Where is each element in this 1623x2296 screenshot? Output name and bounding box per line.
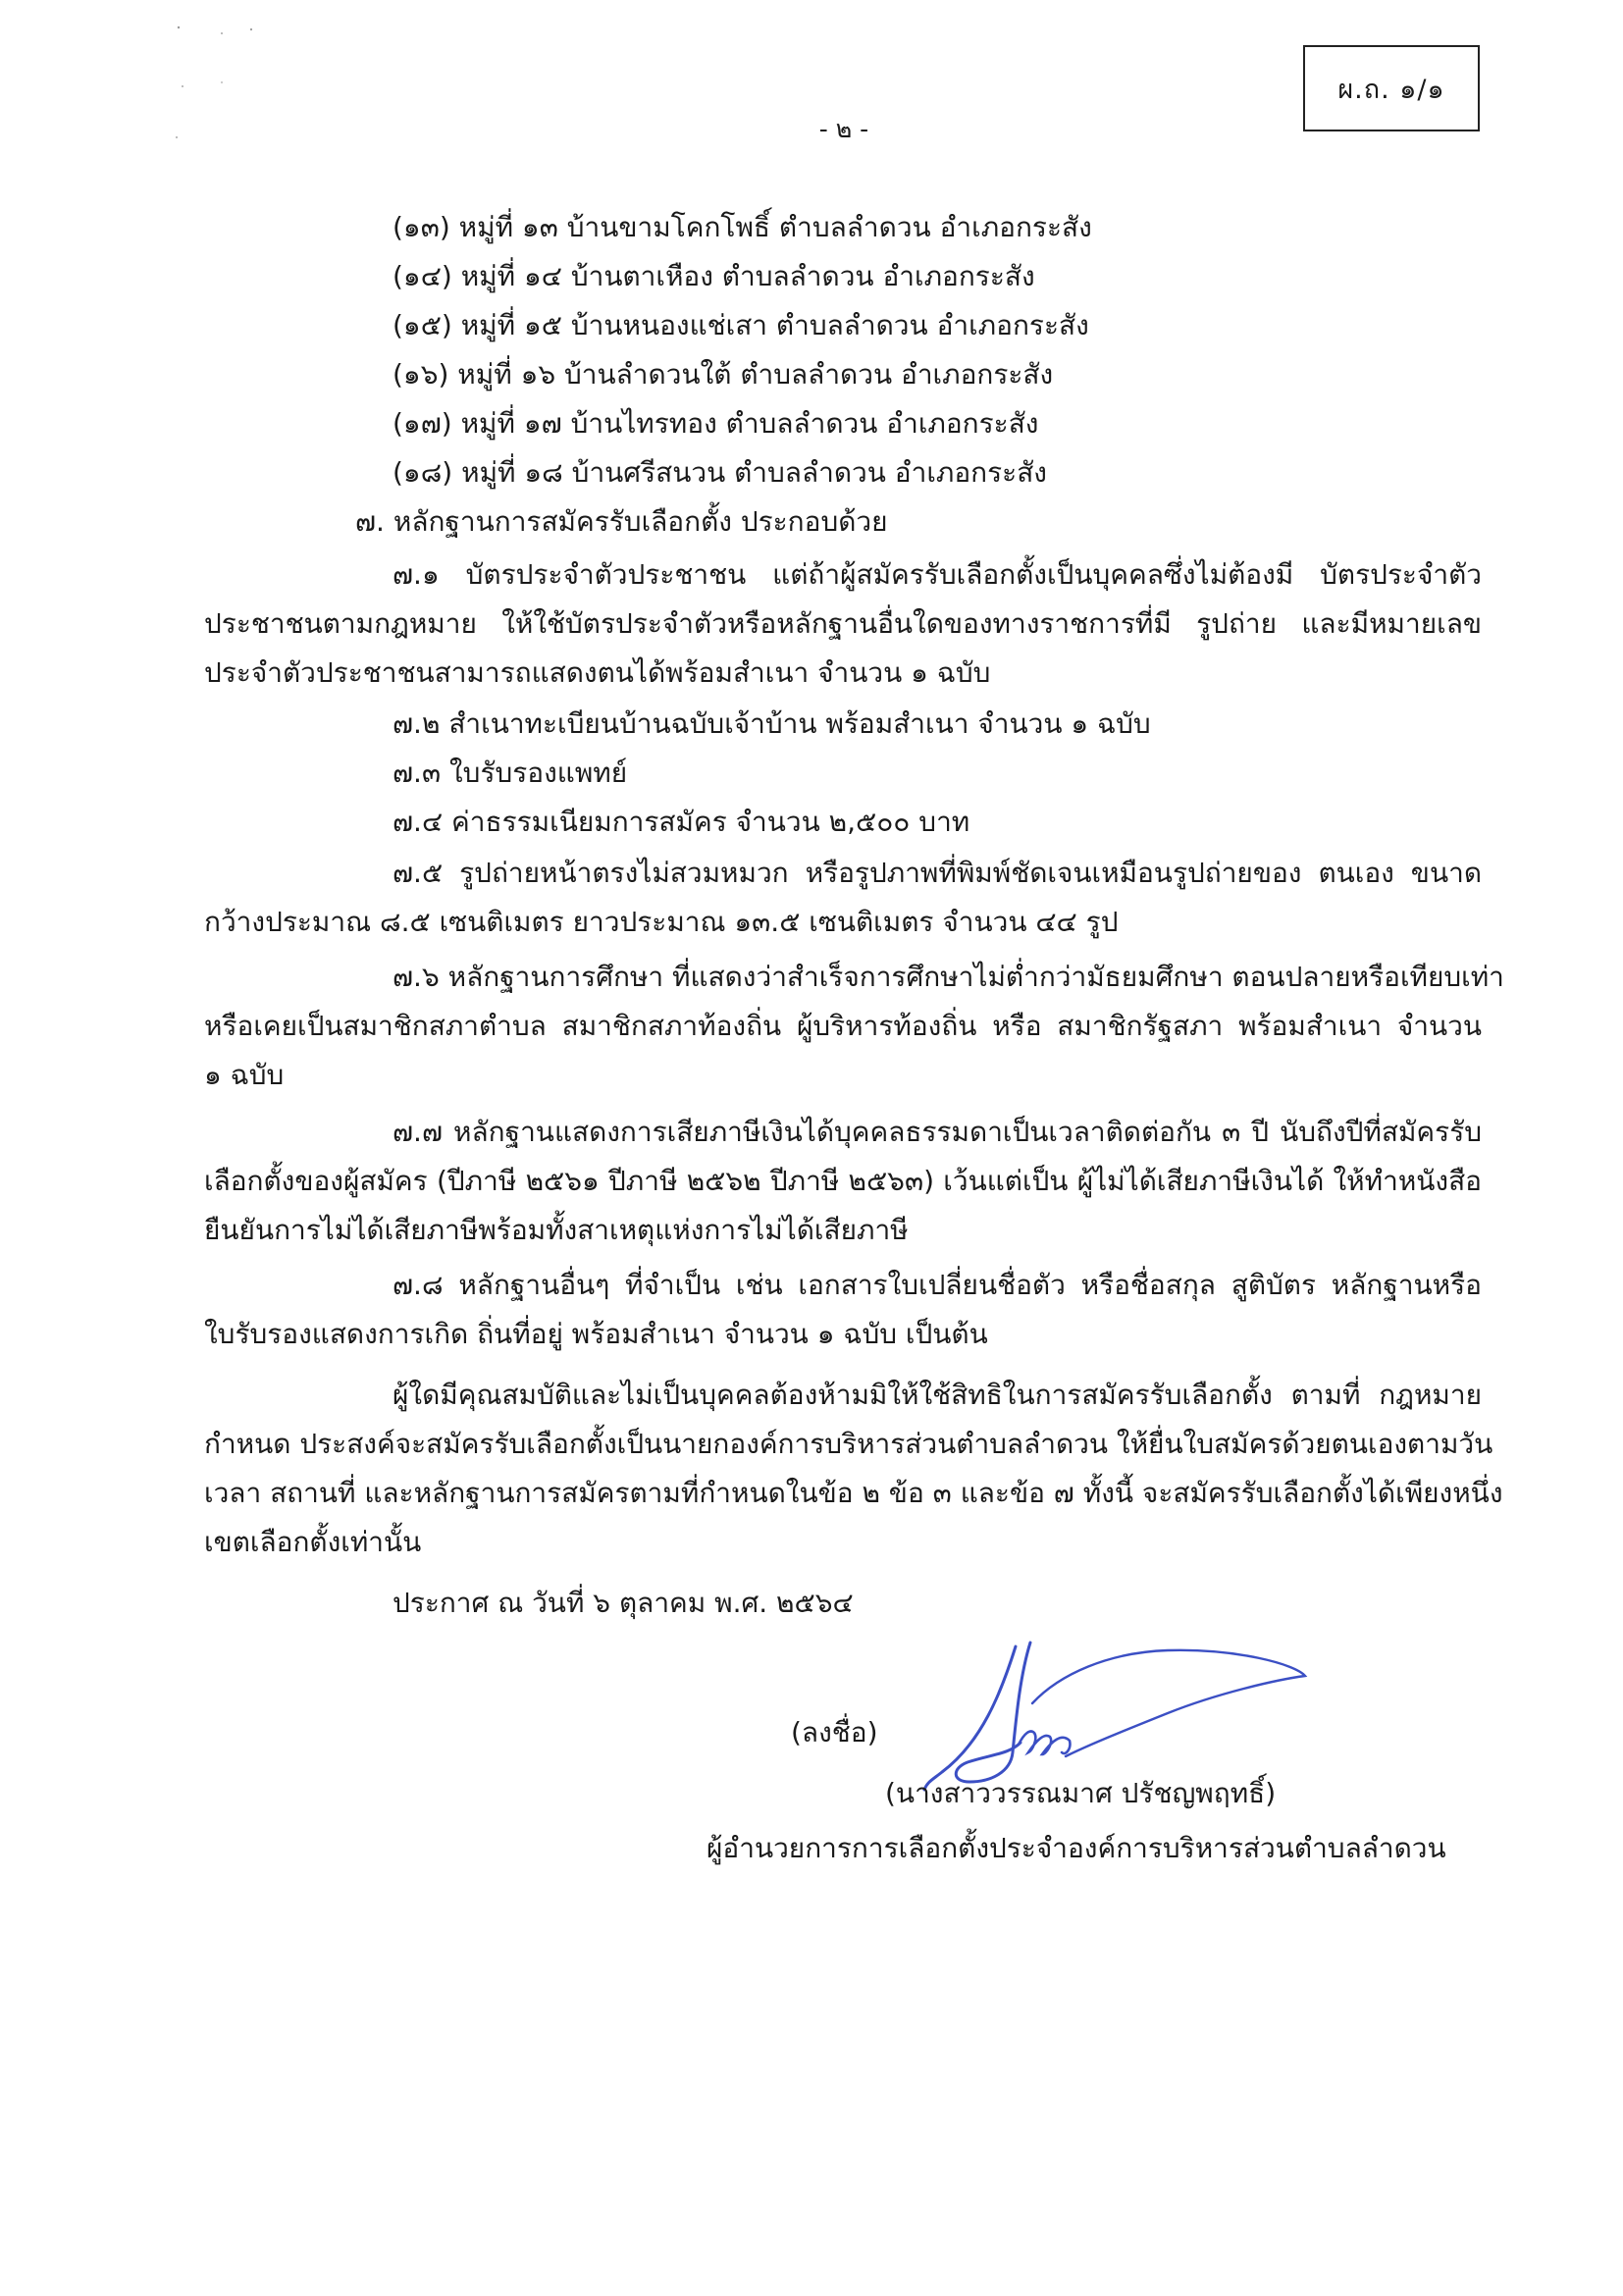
list-item: ๗.๔ ค่าธรรมเนียมการสมัคร จำนวน ๒,๕๐๐ บาท <box>393 806 970 838</box>
village-item: (๑๔) หมู่ที่ ๑๔ บ้านตาเหือง ตำบลลำดวน อำเภอกระสัง <box>393 260 1035 292</box>
scan-artifacts <box>0 0 294 196</box>
paragraph-line: ๗.๑ บัตรประจำตัวประชาชน แต่ถ้าผู้สมัครรับเลือกตั้งเป็นบุคคลซึ่งไม่ต้องมี บัตรประจำตัว <box>393 558 1482 591</box>
village-item: (๑๕) หมู่ที่ ๑๕ บ้านหนองแช่เสา ตำบลลำดวน อำเภอกระสัง <box>393 309 1089 341</box>
paragraph-line: เขตเลือกตั้งเท่านั้น <box>204 1526 422 1558</box>
village-item: (๑๓) หมู่ที่ ๑๓ บ้านขามโคกโพธิ์ ตำบลลำดวน อำเภอกระสัง <box>393 211 1092 243</box>
village-item: (๑๘) หมู่ที่ ๑๘ บ้านศรีสนวน ตำบลลำดวน อำเภอกระสัง <box>393 456 1047 489</box>
paragraph-line: ใบรับรองแสดงการเกิด ถิ่นที่อยู่ พร้อมสำเนา จำนวน ๑ ฉบับ เป็นต้น <box>204 1318 988 1350</box>
list-item: ๗.๒ สำเนาทะเบียนบ้านฉบับเจ้าบ้าน พร้อมสำเนา จำนวน ๑ ฉบับ <box>393 707 1151 740</box>
village-item: (๑๗) หมู่ที่ ๑๗ บ้านไทรทอง ตำบลลำดวน อำเภอกระสัง <box>393 407 1039 440</box>
section-heading: ๗. หลักฐานการสมัครรับเลือกตั้ง ประกอบด้วย <box>355 505 888 538</box>
paragraph-line: ๗.๗ หลักฐานแสดงการเสียภาษีเงินได้บุคคลธรรมดาเป็นเวลาติดต่อกัน ๓ ปี นับถึงปีที่สมัครรับ <box>393 1116 1482 1148</box>
village-item: (๑๖) หมู่ที่ ๑๖ บ้านลำดวนใต้ ตำบลลำดวน อำเภอกระสัง <box>393 358 1054 391</box>
paragraph-line: เวลา สถานที่ และหลักฐานการสมัครตามที่กำหนดในข้อ ๒ ข้อ ๓ และข้อ ๗ ทั้งนี้ จะสมัครรับเลือกตั้งได้เพียงหนึ่ง <box>204 1477 1503 1509</box>
paragraph-line: กำหนด ประสงค์จะสมัครรับเลือกตั้งเป็นนายกองค์การบริหารส่วนตำบลลำดวน ให้ยื่นใบสมัครด้วยตนเองตามวัน <box>204 1428 1493 1460</box>
announcement-date: ประกาศ ณ วันที่ ๖ ตุลาคม พ.ศ. ๒๕๖๔ <box>393 1587 854 1619</box>
paragraph-line: ประชาชนตามกฎหมาย ให้ใช้บัตรประจำตัวหรือหลักฐานอื่นใดของทางราชการที่มี รูปถ่าย และมีหมายเลข <box>204 607 1482 640</box>
paragraph-line: ผู้ใดมีคุณสมบัติและไม่เป็นบุคคลต้องห้ามมิให้ใช้สิทธิในการสมัครรับเลือกตั้ง ตามที่ กฎหมาย <box>393 1379 1482 1411</box>
paragraph-line: ๑ ฉบับ <box>204 1059 285 1091</box>
paragraph-line: ๗.๖ หลักฐานการศึกษา ที่แสดงว่าสำเร็จการศึกษาไม่ต่ำกว่ามัธยมศึกษา ตอนปลายหรือเทียบเท่า <box>393 961 1504 993</box>
paragraph-line: กว้างประมาณ ๘.๕ เซนติเมตร ยาวประมาณ ๑๓.๕ เซนติเมตร จำนวน ๔๔ รูป <box>204 906 1119 938</box>
paragraph-line: หรือเคยเป็นสมาชิกสภาตำบล สมาชิกสภาท้องถิ่น ผู้บริหารท้องถิ่น หรือ สมาชิกรัฐสภา พร้อมสำเนา จำนวน <box>204 1010 1482 1042</box>
form-code: ผ.ถ. ๑/๑ <box>1337 74 1445 105</box>
paragraph-line: ๗.๘ หลักฐานอื่นๆ ที่จำเป็น เช่น เอกสารใบเปลี่ยนชื่อตัว หรือชื่อสกุล สูติบัตร หลักฐานหรือ <box>393 1269 1482 1301</box>
list-item: ๗.๓ ใบรับรองแพทย์ <box>393 757 628 789</box>
paragraph-line: ยืนยันการไม่ได้เสียภาษีพร้อมทั้งสาเหตุแห่งการไม่ได้เสียภาษี <box>204 1214 909 1246</box>
signed-label: (ลงชื่อ) <box>791 1716 878 1748</box>
signatory-position: ผู้อำนวยการการเลือกตั้งประจำองค์การบริหารส่วนตำบลลำดวน <box>707 1832 1446 1864</box>
signatory-name: (นางสาววรรณมาศ ปรัชญพฤทธิ์) <box>885 1777 1277 1809</box>
paragraph-line: ๗.๕ รูปถ่ายหน้าตรงไม่สวมหมวก หรือรูปภาพที่พิมพ์ชัดเจนเหมือนรูปถ่ายของ ตนเอง ขนาด <box>393 857 1482 889</box>
paragraph-line: เลือกตั้งของผู้สมัคร (ปีภาษี ๒๕๖๑ ปีภาษี ๒๕๖๒ ปีภาษี ๒๕๖๓) เว้นแต่เป็น ผู้ไม่ได้เสียภาษีเงินได้ ให้ทำหนังสือ <box>204 1165 1482 1197</box>
form-code-box <box>1303 45 1480 131</box>
page-number: - ๒ - <box>818 115 869 143</box>
paragraph-line: ประจำตัวประชาชนสามารถแสดงตนได้พร้อมสำเนา จำนวน ๑ ฉบับ <box>204 656 991 689</box>
